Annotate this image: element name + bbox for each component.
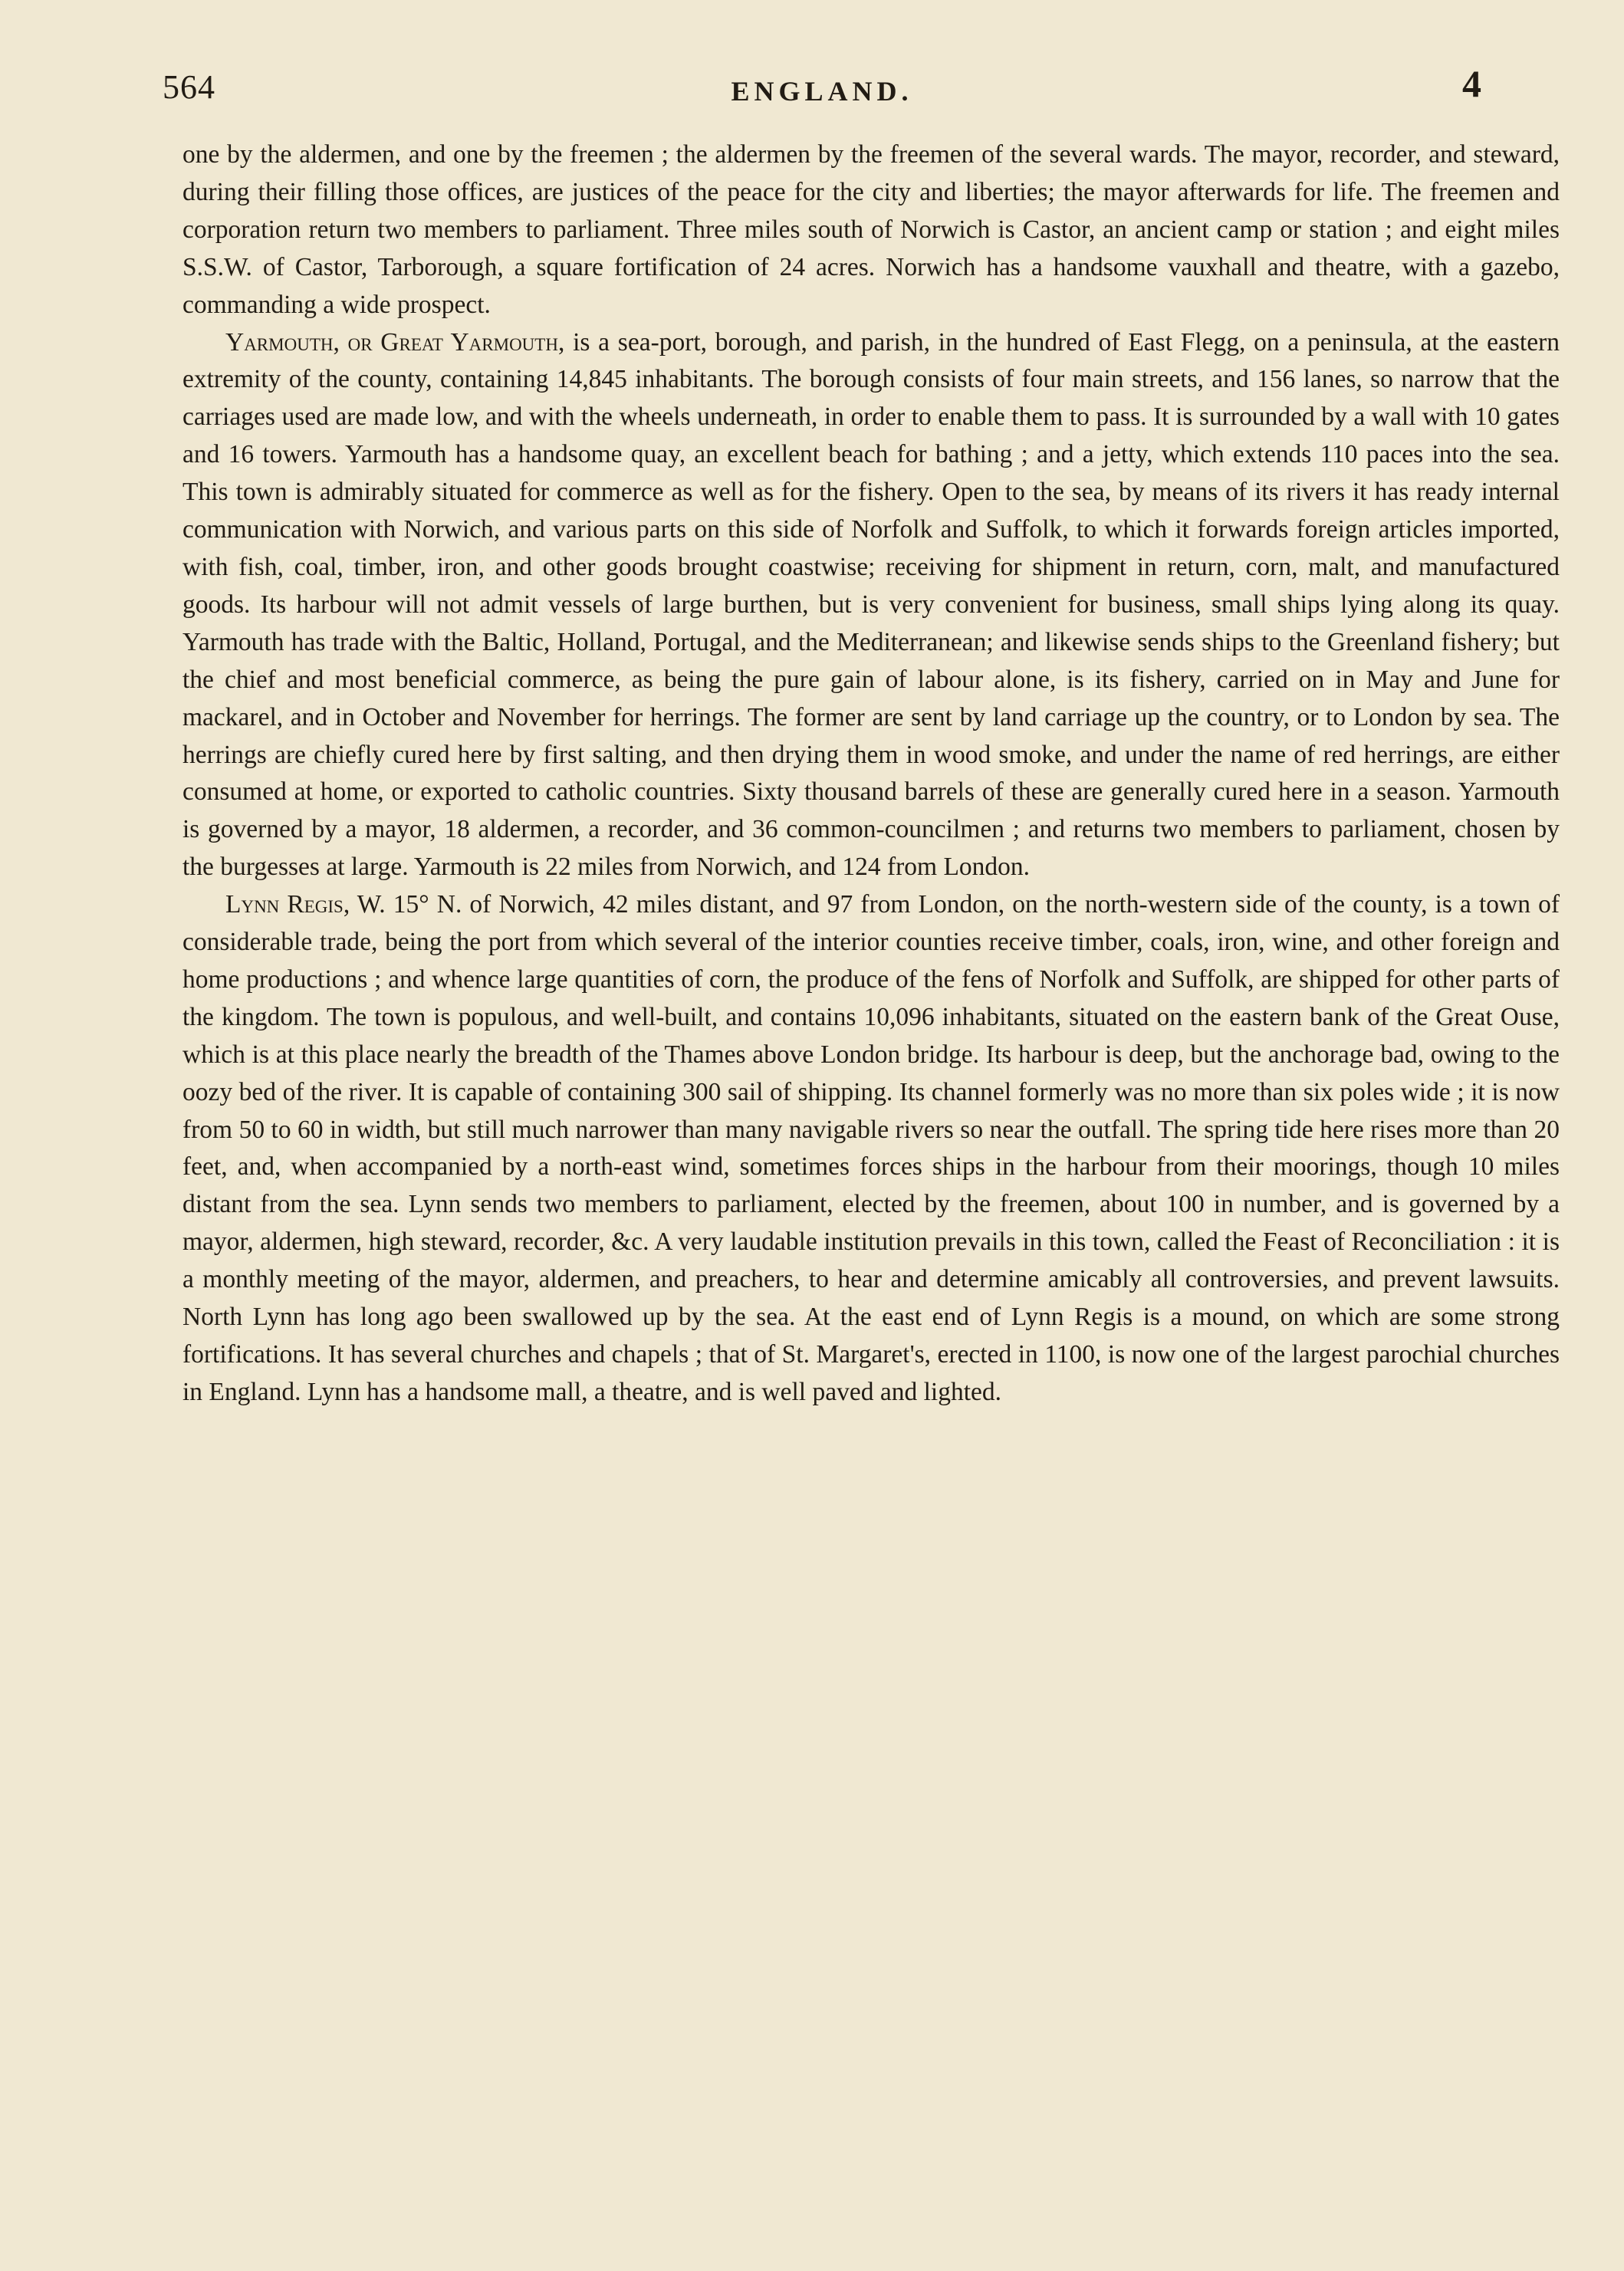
paragraph-yarmouth xyxy=(182,324,1560,887)
entry-heading-lynn-regis: Lynn Regis, xyxy=(225,890,350,919)
paragraph-text: W. 15° N. of Norwich, 42 miles distant, and 97 from London, on the north-western side of the county, is a town of considerable trade, being the port from which several of the interior counties receive timber, coals, iron, wine, and other foreign and home productions ; and whence large quantities of corn, the produce of the fens of Norfolk and Suffolk, are shipped for other parts of the kingdom. The town is populous, and well-built, and contains 10,096 inhabitants, situated on the eastern bank of the Great Ouse, which is at this place nearly the breadth of the Thames above London bridge. Its harbour is deep, but the anchorage bad, owing to the oozy bed of the river. It is capable of containing 300 sail of shipping. Its channel formerly was no more than six poles wide ; it is now from 50 to 60 in width, but still much narrower than many navigable rivers so near the outfall. The spring tide here rises more than 20 feet, and, when accompanied by a north-east wind, sometimes forces ships in the harbour from their moorings, though 10 miles distant from the sea. Lynn sends two members to parliament, elected by the freemen, about 100 in number, and is governed by a mayor, aldermen, high steward, recorder, &c. A very laudable institution prevails in this town, called the Feast of Reconciliation : it is a monthly meeting of the mayor, aldermen, and preachers, to hear and determine amicably all controversies, and prevent lawsuits. North Lynn has long ago been swallowed up by the sea. At the east end of Lynn Regis is a mound, on which are some strong fortifications. It has several churches and chapels ; that of St. Margaret's, erected in 1100, is now one of the largest parochial churches in England. Lynn has a handsome mall, a theatre, and is well paved and lighted. xyxy=(182,890,1560,1406)
entry-heading-yarmouth: Yarmouth, or Great Yarmouth, xyxy=(225,327,565,357)
paragraph-text: one by the aldermen, and one by the freemen ; the aldermen by the freemen of the several wards. The mayor, recorder, and steward, during their filling those offices, are justices of the peace for the city and liberties; the mayor afterwards for life. The freemen and corporation return two members to parliament. Three miles south of Norwich is Castor, an ancient camp or station ; and eight miles S.S.W. of Castor, Tarborough, a square fortification of 24 acres. Norwich has a handsome vauxhall and theatre, with a gazebo, commanding a wide prospect. xyxy=(182,140,1560,319)
paragraph-norwich-continued xyxy=(182,136,1560,324)
body-text xyxy=(182,136,1560,1412)
paragraph-text: is a sea-port, borough, and parish, in the hundred of East Flegg, on a peninsula, at the eastern extremity of the county, containing 14,845 inhabitants. The borough consists of four main streets, and 156 lanes, so narrow that the carriages used are made low, and with the wheels underneath, in order to enable them to pass. It is surrounded by a wall with 10 gates and 16 towers. Yarmouth has a handsome quay, an excellent beach for bathing ; and a jetty, which extends 110 paces into the sea. This town is admirably situated for commerce as well as for the fishery. Open to the sea, by means of its rivers it has ready internal communication with Norwich, and various parts on this side of Norfolk and Suffolk, to which it forwards foreign articles imported, with fish, coal, timber, iron, and other goods brought coastwise; receiving for shipment in return, corn, malt, and manufactured goods. Its harbour will not admit vessels of large burthen, but is very convenient for business, small ships lying along its quay. Yarmouth has trade with the Baltic, Holland, Portugal, and the Mediterranean; and likewise sends ships to the Greenland fishery; but the chief and most beneficial commerce, as being the pure gain of labour alone, is its fishery, carried on in May and June for mackarel, and in October and November for herrings. The former are sent by land carriage up the country, or to London by sea. The herrings are chiefly cured here by first salting, and then drying them in wood smoke, and under the name of red herrings, are either consumed at home, or exported to catholic countries. Sixty thousand barrels of these are generally cured here in a season. Yarmouth is governed by a mayor, 18 aldermen, a recorder, and 36 common-councilmen ; and returns two members to parliament, chosen by the burgesses at large. Yarmouth is 22 miles from Norwich, and 124 from London. xyxy=(182,327,1560,882)
paragraph-lynn-regis xyxy=(182,886,1560,1412)
page-header xyxy=(163,62,1481,113)
running-head: ENGLAND. xyxy=(731,76,913,107)
signature-mark: 4 xyxy=(1462,62,1481,105)
page-number: 564 xyxy=(163,68,215,106)
